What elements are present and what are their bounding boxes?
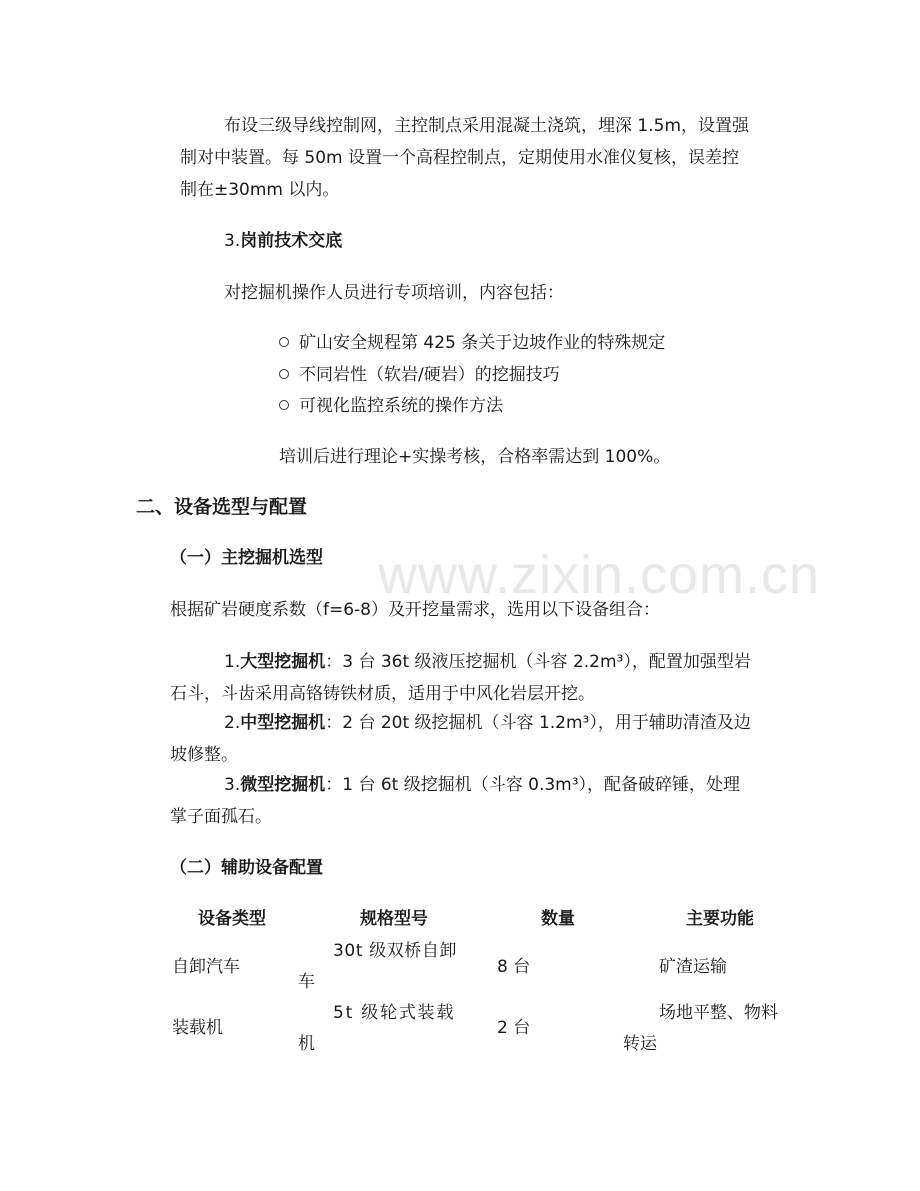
sub2-title: （二）辅助设备配置: [170, 858, 323, 878]
section3-closing: 培训后进行理论+实操考核，合格率需达到 100%。: [279, 447, 671, 467]
table-cell-type: 自卸汽车: [172, 957, 240, 977]
table-cell-func-cont: 转运: [623, 1034, 657, 1054]
bullet-item: [279, 359, 560, 391]
item-number: 2.: [224, 713, 241, 733]
table-header-spec: 规格型号: [360, 909, 428, 929]
item-text: ：3 台 36t 级液压挖掘机（斗容 2.2m³），配置加强型岩: [325, 652, 751, 672]
bullet-text: 可视化监控系统的操作方法: [299, 396, 503, 416]
equipment-item-cont: 掌子面孤石。: [170, 807, 272, 827]
watermark: www.zixin.com.cn: [378, 545, 821, 605]
section3-number: 3.: [224, 231, 241, 251]
intro-line-1: 布设三级导线控制网，主控制点采用混凝土浇筑，埋深 1.5m，设置强: [224, 116, 749, 136]
item-name: 微型挖掘机: [240, 775, 326, 795]
bullet-item: [279, 390, 503, 422]
table-cell-spec: 5t 级轮式装载: [333, 1003, 456, 1023]
table-header-qty: 数量: [541, 909, 575, 929]
bullet-text: 矿山安全规程第 425 条关于边坡作业的特殊规定: [299, 333, 666, 353]
equipment-item: [224, 646, 751, 678]
table-cell-type: 装载机: [172, 1018, 223, 1038]
item-number: 3.: [224, 775, 241, 795]
item-name: 大型挖掘机: [240, 652, 326, 672]
table-cell-qty: 2 台: [497, 1018, 531, 1038]
table-cell-spec: 30t 级双桥自卸: [333, 941, 458, 961]
section3-heading: [224, 225, 342, 257]
table-cell-spec-cont: 机: [298, 1034, 315, 1054]
intro-line-2: 制对中装置。每 50m 设置一个高程控制点，定期使用水准仪复核，误差控: [180, 148, 739, 168]
sub1-title: （一）主挖掘机选型: [170, 548, 323, 568]
section3-title: 岗前技术交底: [240, 231, 343, 251]
intro-line-3: 制在±30mm 以内。: [180, 180, 340, 200]
item-name: 中型挖掘机: [240, 713, 326, 733]
circle-bullet-icon: [279, 369, 289, 379]
bullet-item: [279, 327, 665, 359]
table-header-func: 主要功能: [686, 909, 754, 929]
circle-bullet-icon: [279, 400, 289, 410]
table-cell-func: 矿渣运输: [659, 957, 727, 977]
item-number: 1.: [224, 652, 241, 672]
item-text: ：2 台 20t 级挖掘机（斗容 1.2m³），用于辅助清渣及边: [325, 713, 751, 733]
table-header-type: 设备类型: [198, 909, 266, 929]
item-text: ：1 台 6t 级挖掘机（斗容 0.3m³），配备破碎锤，处理: [325, 775, 741, 795]
table-cell-spec-cont: 车: [298, 972, 315, 992]
bullet-text: 不同岩性（软岩/硬岩）的挖掘技巧: [299, 365, 560, 385]
sub1-lead: 根据矿岩硬度系数（f=6-8）及开挖量需求，选用以下设备组合：: [170, 600, 660, 620]
chapter2-title: 二、设备选型与配置: [136, 496, 308, 518]
equipment-item-cont: 坡修整。: [170, 745, 238, 765]
table-cell-func: 场地平整、物料: [659, 1003, 778, 1023]
equipment-item: [224, 707, 751, 739]
circle-bullet-icon: [279, 337, 289, 347]
section3-lead: 对挖掘机操作人员进行专项培训，内容包括：: [224, 283, 564, 303]
equipment-item-cont: 石斗，斗齿采用高铬铸铁材质，适用于中风化岩层开挖。: [170, 684, 595, 704]
table-cell-qty: 8 台: [497, 957, 531, 977]
equipment-item: [224, 769, 740, 801]
